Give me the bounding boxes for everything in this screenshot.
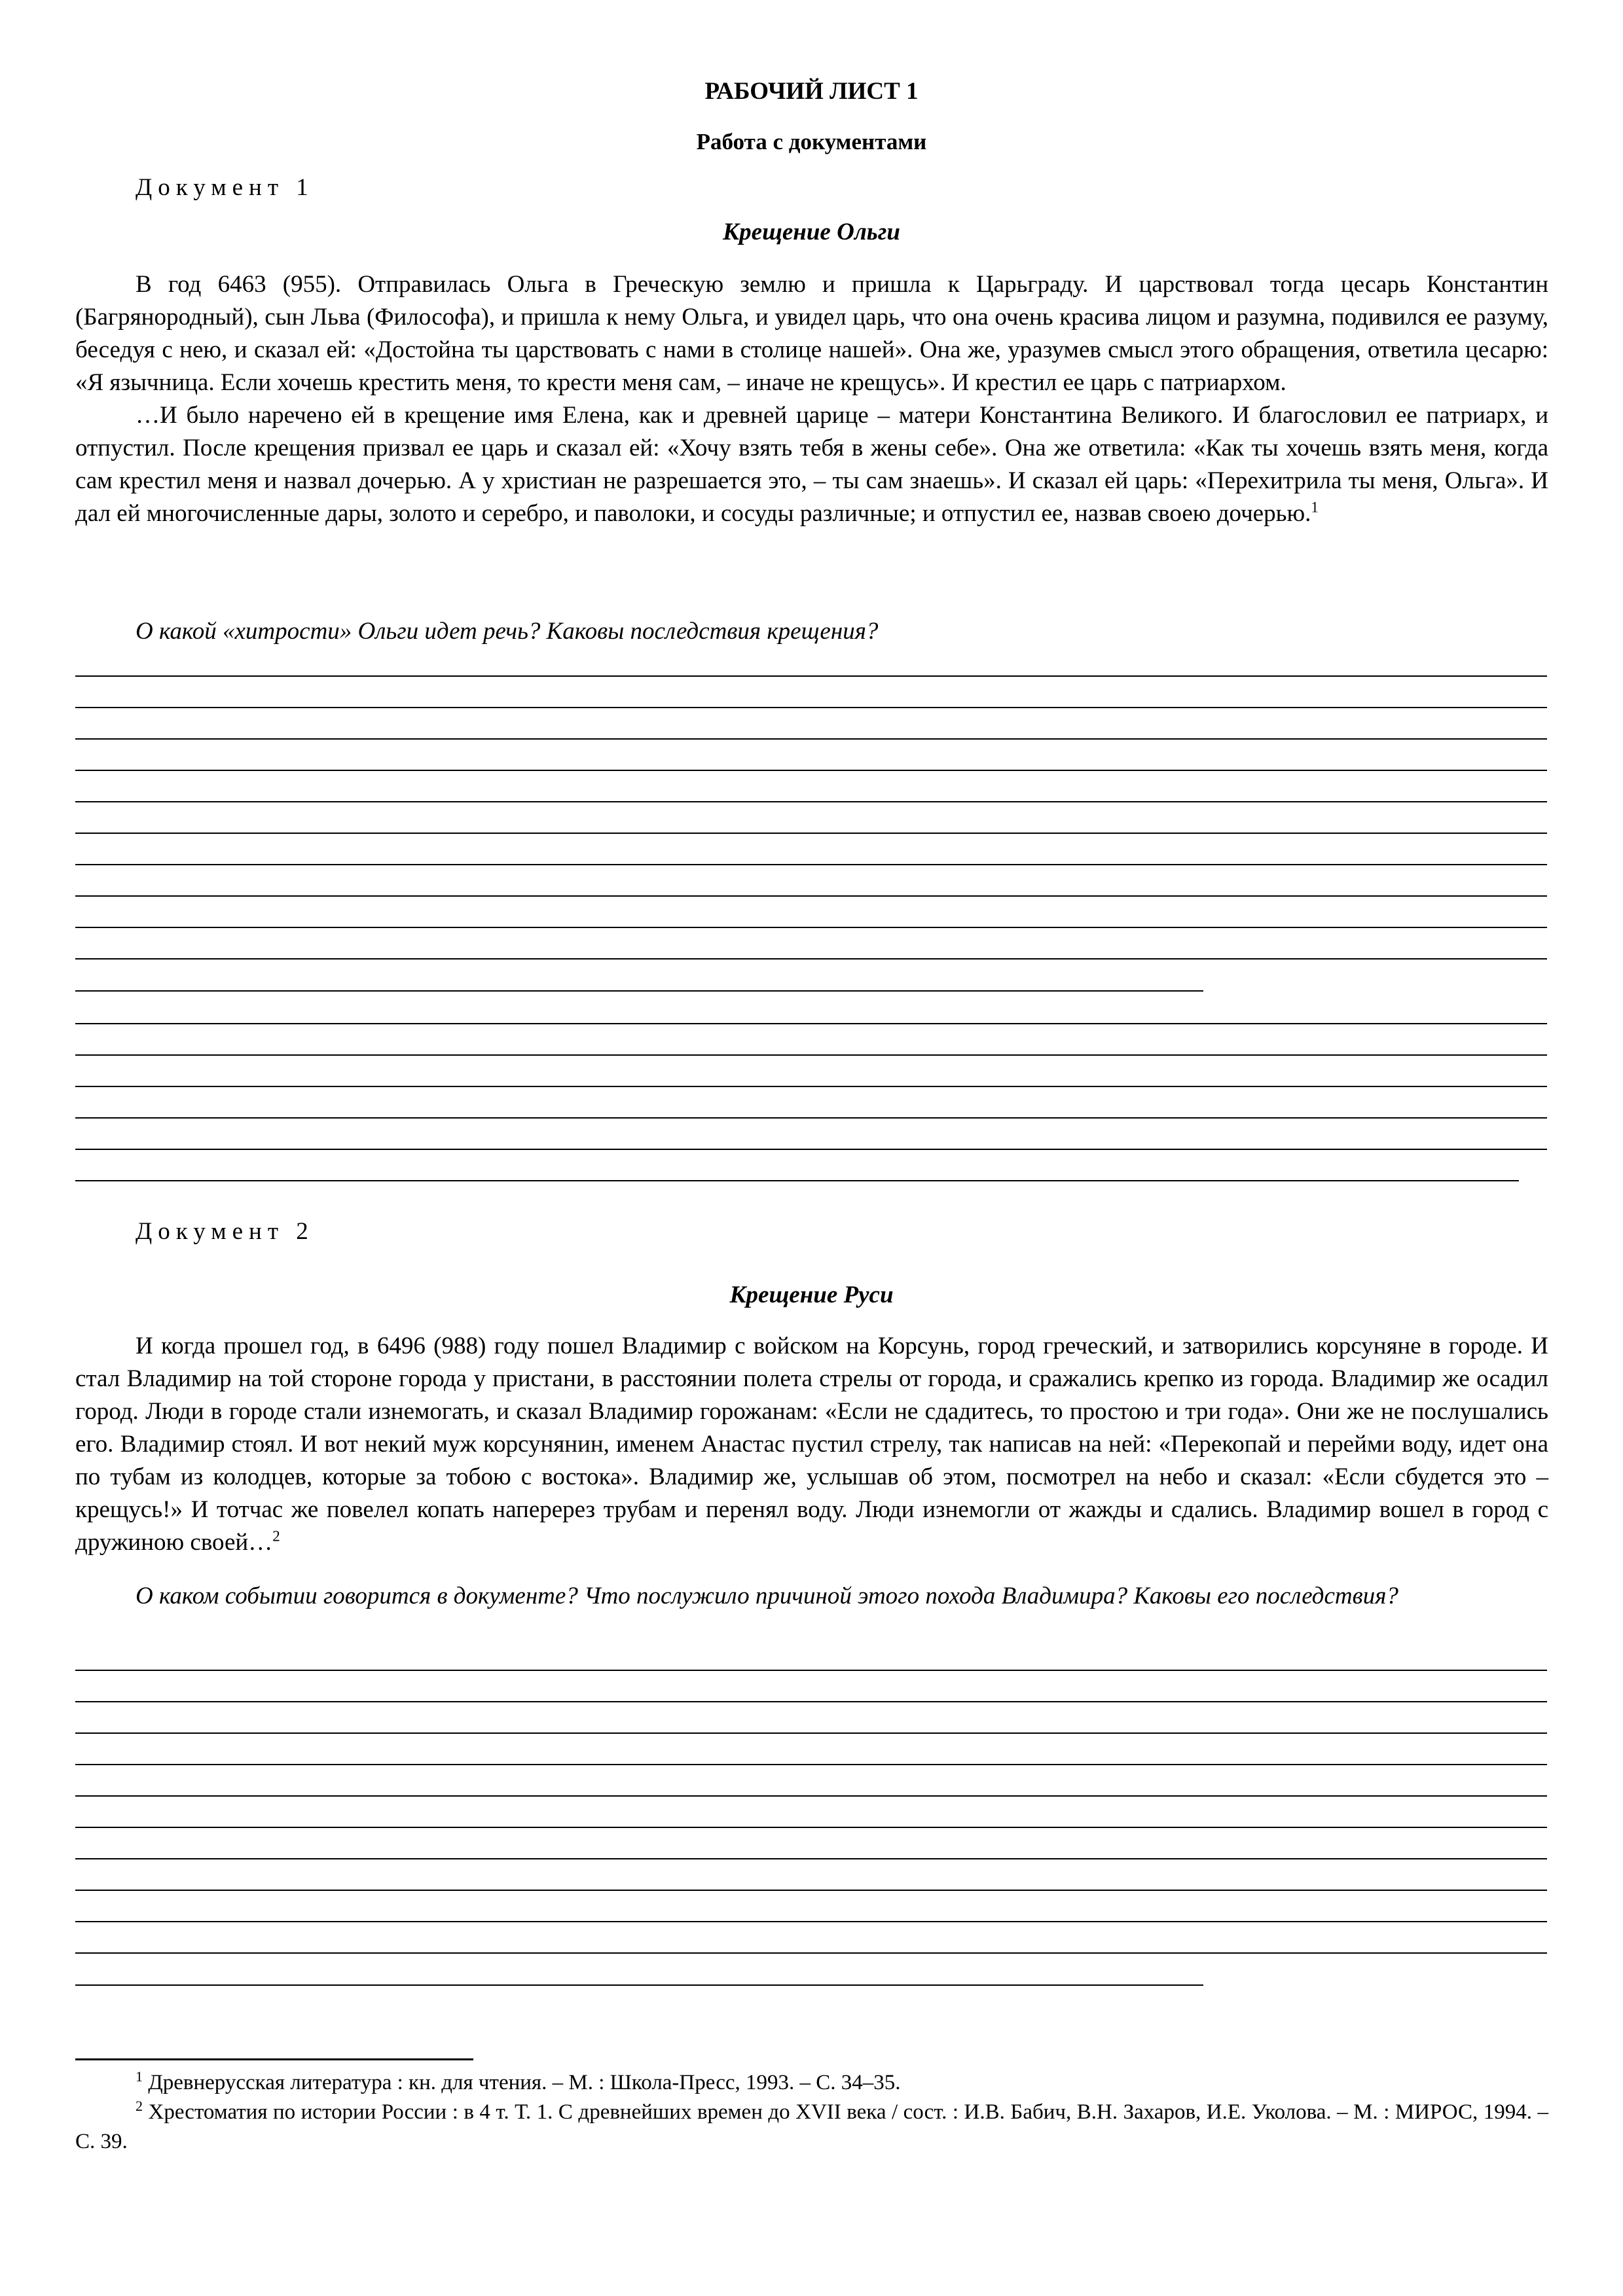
document-2-paragraph-text: И когда прошел год, в 6496 (988) году пошел Владимир с войском на Корсунь, город греческий, и затворились корсуняне в городе. И стал Владимир на той стороне города у пристани, в расстоянии полета стрелы от города, и сражались крепко из города. Владимир же осадил город. Люди в городе стали изнемогать, и сказал Владимир горожанам: «Если не сдадитесь, то простою и три года». Они же не послушались его. Владимир стоял. И вот некий муж корсунянин, именем Анастас пустил стрелу, так написав на ней: «Перекопай и перейми воду, идет она по тубам из колодцев, которые за тобою с востока». Владимир же, услышав об этом, посмотрел на небо и сказал: «Если сбудется это – крещусь!» И тотчас же повелел копать наперерез трубам и перенял воду. Люди изнемогли от жажды и сдались. Владимир вошел в город с дружиною своей…	[75, 1333, 1548, 1556]
answer-line	[75, 1764, 1547, 1765]
answer-line	[75, 990, 1203, 992]
answer-line	[75, 1117, 1547, 1119]
answer-line	[75, 707, 1547, 708]
document-2-question: О каком событии говорится в документе? Что послужило причиной этого похода Владимира? Каковы его последствия?	[136, 1583, 1398, 1609]
document-1-label: Документ 1	[136, 174, 314, 201]
footnote-text: Древнерусская литература : кн. для чтения. – М. : Школа-Пресс, 1993. – С. 34–35.	[148, 2071, 901, 2094]
answer-line	[75, 738, 1547, 740]
answer-line	[75, 1732, 1547, 1734]
document-1-heading: Крещение Ольги	[723, 219, 900, 245]
answer-line	[75, 770, 1547, 771]
footnote-text: Хрестоматия по истории России : в 4 т. Т. 1. С древнейших времен до XVII века / сост. : И.В. Бабич, В.Н. Захаров, И.Е. Уколова. – М. : МИРОС, 1994. – С. 39.	[75, 2100, 1549, 2153]
answer-line	[75, 864, 1547, 865]
answer-line	[75, 675, 1547, 677]
answer-line	[75, 1149, 1547, 1150]
footnote-ref-2: 2	[272, 1528, 280, 1545]
document-2-paragraph	[75, 1330, 1548, 1559]
answer-line	[75, 1701, 1547, 1702]
page-subtitle: Работа с документами	[696, 129, 927, 154]
document-2-label: Документ 2	[136, 1218, 314, 1245]
answer-line	[75, 1890, 1547, 1891]
answer-line	[75, 1054, 1547, 1056]
answer-line	[75, 1921, 1547, 1922]
document-1-paragraph	[75, 399, 1548, 530]
answer-line	[75, 1670, 1547, 1671]
answer-line	[75, 1984, 1203, 1986]
footnote-ref-1: 1	[1311, 499, 1319, 516]
footnote-separator	[75, 2058, 473, 2060]
footnote	[75, 2068, 1548, 2098]
answer-line	[75, 1023, 1547, 1024]
footnote-number: 2	[136, 2098, 143, 2114]
document-1-question: О какой «хитрости» Ольги идет речь? Каковы последствия крещения?	[136, 618, 879, 645]
document-2-text	[75, 1330, 1548, 1559]
answer-line	[75, 1858, 1547, 1859]
footnote	[75, 2098, 1548, 2157]
answer-line	[75, 801, 1547, 802]
document-1-paragraph: В год 6463 (955). Отправилась Ольга в Греческую землю и пришла к Царьграду. И царствовал тогда цесарь Константин (Багрянородный), сын Льва (Философа), и пришла к нему Ольга, и увидел царь, что она очень красива лицом и разумна, подивился ее разуму, беседуя с нею, и сказал ей: «Достойна ты царствовать с нами в столице нашей». Она же, уразумев смысл этого обращения, ответила цесарю: «Я язычница. Если хочешь крестить меня, то крести меня сам, – иначе не крещусь». И крестил ее царь с патриархом.	[75, 271, 1548, 396]
answer-line	[75, 1952, 1547, 1954]
document-2-heading: Крещение Руси	[729, 1282, 894, 1308]
footnote-number: 1	[136, 2068, 143, 2085]
answer-line	[75, 1795, 1547, 1797]
footnotes	[75, 2068, 1548, 2157]
answer-line	[75, 1180, 1519, 1181]
answer-line	[75, 958, 1547, 960]
answer-line	[75, 895, 1547, 897]
answer-line	[75, 833, 1547, 834]
answer-line	[75, 927, 1547, 928]
document-1-paragraph-text: …И было наречено ей в крещение имя Елена, как и древней царице – матери Константина Великого. И благословил ее патриарх, и отпустил. После крещения призвал ее царь и сказал ей: «Хочу взять тебя в жены себе». Она же ответила: «Как ты хочешь взять меня, когда сам крестил меня и назвал дочерью. А у христиан не разрешается это, – ты сам знаешь». И сказал ей царь: «Перехитрила ты меня, Ольга». И дал ей многочисленные дары, золото и серебро, и паволоки, и сосуды различные; и отпустил ее, назвав своею дочерью.	[75, 402, 1548, 527]
document-1-text	[75, 268, 1548, 530]
answer-line	[75, 1827, 1547, 1828]
answer-line	[75, 1086, 1547, 1087]
page-title: РАБОЧИЙ ЛИСТ 1	[704, 78, 919, 105]
